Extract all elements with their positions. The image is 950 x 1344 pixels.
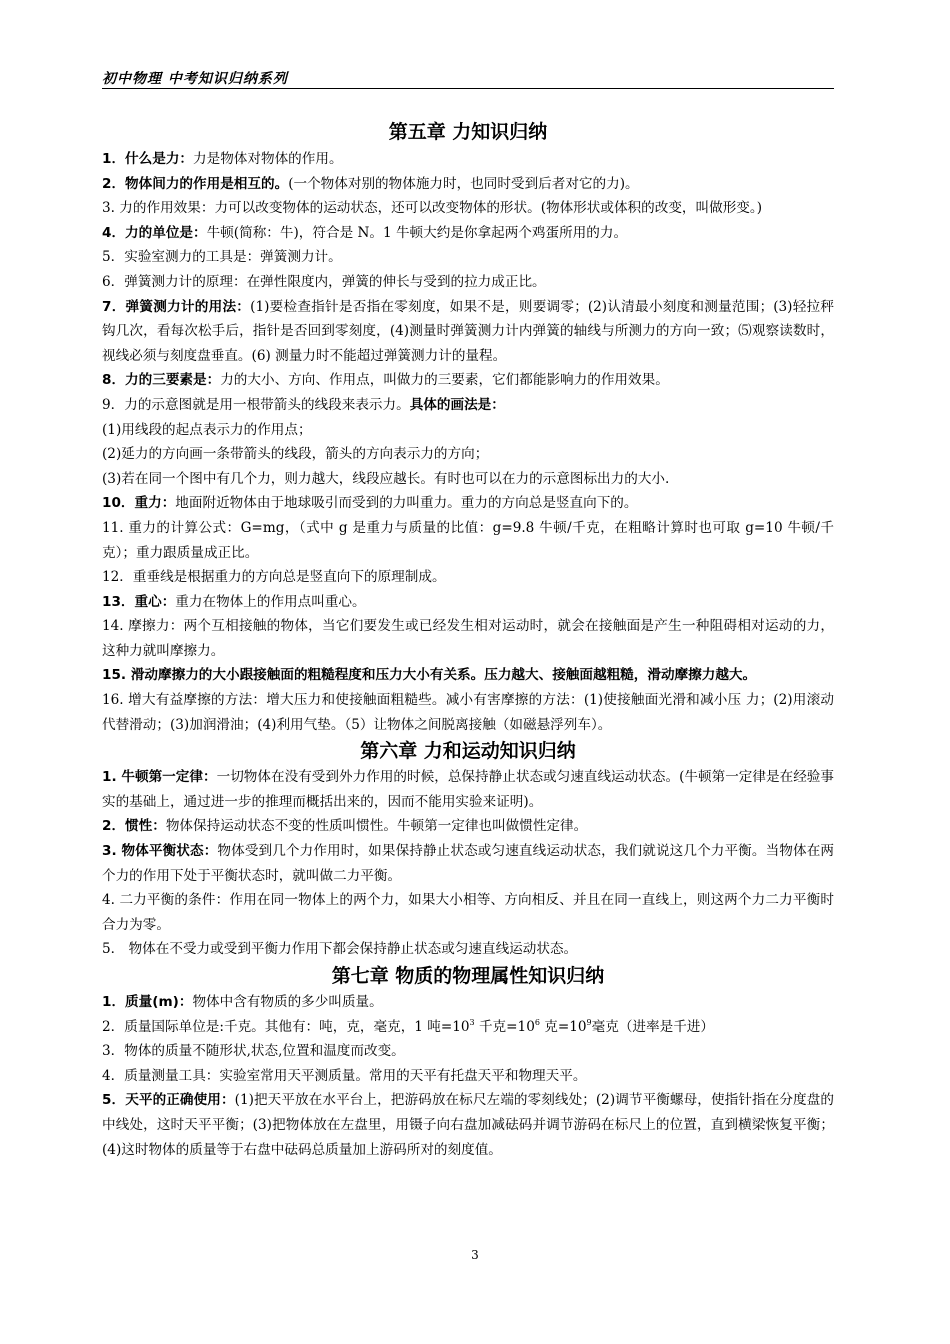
item-text: 9．力的示意图就是用一根带箭头的线段来表示力。 [102,396,410,413]
item-text: 物体中含有物质的多少叫质量。 [192,994,383,1010]
chapter-6-item-1 [102,765,834,814]
item-text: 物体受到几个力作用时，如果保持静止状态或匀速直线运动状态，我们就说这几个力平衡。当物体在两个力的作用下处于平衡状态时，就叫做二力平衡。 [102,843,835,884]
item-text: 重力在物体上的作用点叫重心。 [175,593,366,610]
item-lead: 7．弹簧测力计的用法： [102,298,251,315]
chapter-6-item-2 [102,814,834,839]
item-lead: 具体的画法是： [409,396,505,413]
item-text: 毫克（进率是千进） [591,1018,714,1035]
page-content [102,118,834,1162]
chapter-5-item-15: 15. 滑动摩擦力的大小跟接触面的粗糙程度和压力大小有关系。压力越大、接触面越粗糙，滑动摩擦力越大。 [102,667,757,684]
item-text: 地面附近物体由于地球吸引而受到的力叫重力。重力的方向总是竖直向下的。 [175,495,638,512]
chapter-7-item-5 [102,1088,834,1162]
chapter-6-title: 第六章 力和运动知识归纳 [360,740,576,763]
chapter-5-item-1 [102,147,834,172]
exponent: 9 [586,1017,592,1027]
chapter-7-item-3: 3．物体的质量不随形状,状态,位置和温度而改变。 [102,1043,405,1060]
item-text: 千克=10 [474,1018,535,1035]
chapter-5-item-10 [102,491,834,516]
header-rule [102,88,834,89]
item-lead: 5．天平的正确使用： [102,1092,235,1109]
chapter-7-item-4: 4．质量测量工具：实验室常用天平测质量。常用的天平有托盘天平和物理天平。 [102,1067,587,1084]
exponent: 3 [469,1017,475,1027]
item-lead: 4．力的单位是： [102,224,207,241]
exponent: 6 [534,1017,540,1027]
chapter-5-item-9-sub-2: (2)延力的方向画一条带箭头的线段，箭头的方向表示力的方向； [102,446,489,463]
chapter-5-item-7 [102,295,834,369]
page-number: 3 [471,1248,479,1262]
item-text: 物体保持运动状态不变的性质叫惯性。牛顿第一定律也叫做惯性定律。 [165,818,588,835]
chapter-5-item-9-sub-3: (3)若在同一个图中有几个力，则力越大，线段应越长。有时也可以在力的示意图标出力的大小. [102,470,670,487]
item-text: (1)把天平放在水平台上，把游码放在标尺左端的零刻线处；(2)调节平衡螺母，使指针指在分度盘的中线处，这时天平平衡；(3)把物体放在左盘里，用镊子向右盘加减砝码并调节游码在标尺上的位置，直到横梁恢复平衡；(4)这时物体的质量等于右盘中砝码总质量加上游码所对的刻度值。 [102,1092,834,1158]
chapter-5-item-4 [102,221,834,246]
item-lead: 1. 牛顿第一定律： [102,769,217,786]
item-text: (一个物体对别的物体施力时，也同时受到后者对它的力)。 [288,175,639,192]
chapter-6-item-5: 5． 物体在不受力或受到平衡力作用下都会保持静止状态或匀速直线运动状态。 [102,941,578,958]
item-lead: 1．质量(m)： [102,994,193,1010]
chapter-5-item-3: 3. 力的作用效果：力可以改变物体的运动状态，还可以改变物体的形状。(物体形状或体积的改变，叫做形变。) [102,200,763,217]
item-lead: 13．重心： [102,593,176,610]
item-text: 一切物体在没有受到外力作用的时候，总保持静止状态或匀速直线运动状态。(牛顿第一定律是在经验事实的基础上，通过进一步的推理而概括出来的，因而不能用实验来证明)。 [102,769,834,810]
chapter-5-item-6: 6．弹簧测力计的原理：在弹性限度内，弹簧的伸长与受到的拉力成正比。 [102,273,546,290]
chapter-5-item-14: 14. 摩擦力：两个互相接触的物体，当它们要发生或已经发生相对运动时，就会在接触面是产生一种阻碍相对运动的力，这种力就叫摩擦力。 [102,618,834,659]
chapter-6-item-3 [102,839,834,888]
item-text: (1)要检查指针是否指在零刻度，如果不是，则要调零；(2)认清最小刻度和测量范围；(3)轻拉秤钩几次，看每次松手后，指针是否回到零刻度，(4)测量时弹簧测力计内弹簧的轴线与所测力的方向一致；⑸观察读数时，视线必须与刻度盘垂直。(6) 测量力时不能超过弹簧测力计的量程。 [102,298,834,364]
chapter-6-item-4: 4. 二力平衡的条件：作用在同一物体上的两个力，如果大小相等、方向相反、并且在同一直线上，则这两个力二力平衡时合力为零。 [102,892,834,933]
item-text: 2．质量国际单位是:千克。其他有：吨，克，毫克，1 吨=10 [102,1018,470,1035]
item-text: 克=10 [539,1018,587,1035]
chapter-5-item-16: 16. 增大有益摩擦的方法：增大压力和使接触面粗糙些。减小有害摩擦的方法：(1)使接触面光滑和减小压 力；(2)用滚动代替滑动；(3)加润滑油；(4)利用气垫。（5）让物体之间脱离接触（如磁悬浮列车）。 [102,692,834,733]
chapter-5-item-13 [102,590,834,615]
item-lead: 10．重力： [102,495,176,512]
item-lead: 2．物体间力的作用是相互的。 [102,175,289,192]
item-lead: 1．什么是力： [102,151,194,167]
chapter-5-item-9 [102,393,834,418]
chapter-5-item-2 [102,172,834,197]
chapter-5-item-9-sub-1: (1)用线段的起点表示力的作用点； [102,421,312,438]
item-text: 牛顿(简称：牛)，符合是 N。1 牛顿大约是你拿起两个鸡蛋所用的力。 [206,224,628,241]
chapter-5-title: 第五章 力知识归纳 [388,121,548,143]
item-text: 力的大小、方向、作用点，叫做力的三要素，它们都能影响力的作用效果。 [220,372,669,389]
item-lead: 2．惯性： [102,818,166,835]
chapter-5-item-8 [102,368,834,393]
chapter-5-item-5: 5．实验室测力的工具是：弹簧测力计。 [102,249,342,266]
item-lead: 3. 物体平衡状态： [102,843,218,860]
chapter-5-item-12: 12．重垂线是根据重力的方向总是竖直向下的原理制成。 [102,569,446,586]
item-text: 力是物体对物体的作用。 [193,151,343,167]
chapter-7-item-2 [102,1015,834,1040]
chapter-7-item-1 [102,990,834,1015]
document-header: 初中物理 中考知识归纳系列 [102,71,288,87]
chapter-5-item-11: 11. 重力的计算公式：G=mg，（式中 g 是重力与质量的比值：g=9.8 牛顿/千克，在粗略计算时也可取 g=10 牛顿/千克）；重力跟质量成正比。 [102,519,834,561]
item-lead: 8．力的三要素是： [102,372,221,389]
chapter-7-title: 第七章 物质的物理属性知识归纳 [331,965,605,987]
